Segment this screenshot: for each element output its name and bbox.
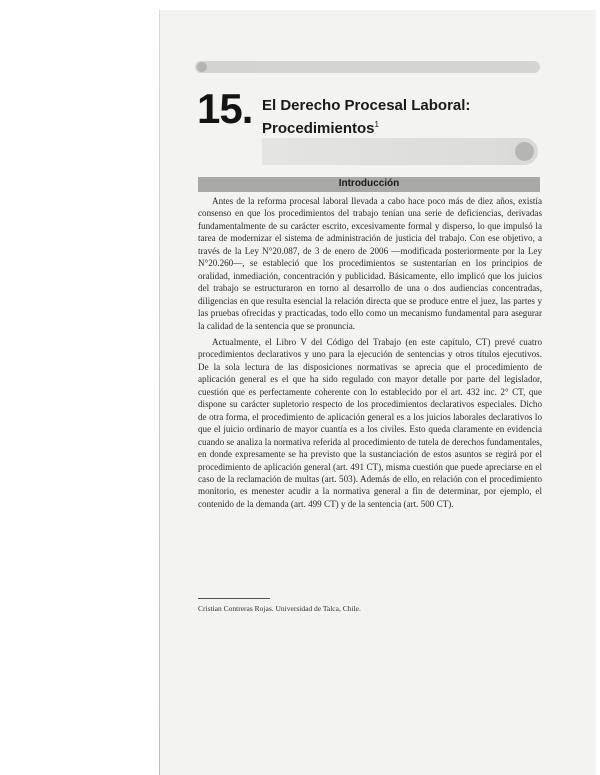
body-text: [198, 195, 542, 510]
chapter-title-text: Procedimientos: [262, 120, 375, 137]
paragraph-1: Antes de la reforma procesal laboral llevada a cabo hace poco más de diez años, existía consenso en que los procedimientos del trabajo tenían una serie de deficiencias, derivadas fundamentalmente de su carácter escrito, excesivamente formal y disperso, lo que impulsó la tarea de modernizar el sistema de administración de justicia del trabajo. Con ese objetivo, a través de la Ley N°20.087, de 3 de enero de 2006 —modificada posteriormente por la Ley N°20.260—, se estableció que los procedimientos se sustentarían en los principios de oralidad, inmediación, concentración y publicidad. Básicamente, ello implicó que los juicios del trabajo se estructuraron en torno al desarrollo de una o dos audiencias concentradas, diligencias en que resulta esencial la relación directa que se produce entre el juez, las partes y las pruebas ofrecidas y practicadas, todo ello como un mecanismo fundamental para asegurar la calidad de la sentencia que se pronuncia.: [198, 196, 542, 331]
chapter-title-line1: El Derecho Procesal Laboral:: [262, 97, 471, 114]
chapter-title: [262, 96, 512, 138]
chapter-number: 15.: [197, 85, 253, 132]
footnote-rule: [198, 598, 270, 599]
paragraph-2: Actualmente, el Libro V del Código del Trabajo (en este capítulo, CT) prevé cuatro procedimientos declarativos y uno para la ejecución de sentencias y otros títulos ejecutivos. De la sola lectura de las disposiciones normativas se aprecia que el procedimiento de aplicación general es el que ha sido regulado con mayor detalle por parte del legislador, cuestión que es perfectamente coherente con lo establecido por el art. 432 inc. 2° CT, que dispone su carácter supletorio respecto de los procedimientos declarativos especiales. Dicho de otra forma, el procedimiento de aplicación general es a los juicios laborales declarativos lo que el juicio ordinario de mayor cuantía es a los civiles. Esto queda claramente en evidencia cuando se analiza la normativa referida al procedimiento de tutela de derechos fundamentales, en donde expresamente se ha previsto que la sustanciación de estos asuntos se regirá por el procedimiento de aplicación general (art. 491 CT), misma cuestión que puede apreciarse en el caso de la reclamación de multas (art. 503). Además de ello, en relación con el procedimiento monitorio, es menester acudir a la normativa general a fin de determinar, por ejemplo, el contenido de la demanda (art. 499 CT) y de la sentencia (art. 500 CT).: [198, 336, 542, 509]
section-heading: Introducción: [338, 178, 400, 189]
footnote-marker: 1: [374, 120, 379, 129]
running-head-bar: [195, 61, 540, 73]
running-head-icon: [197, 62, 207, 72]
footnote: Cristian Contreras Rojas. Universidad de Talca, Chile.: [198, 604, 361, 613]
title-banner: [262, 138, 538, 165]
banner-badge-icon: [515, 142, 534, 161]
scan-margin: [0, 0, 160, 775]
chapter-title-line2: [262, 115, 512, 138]
